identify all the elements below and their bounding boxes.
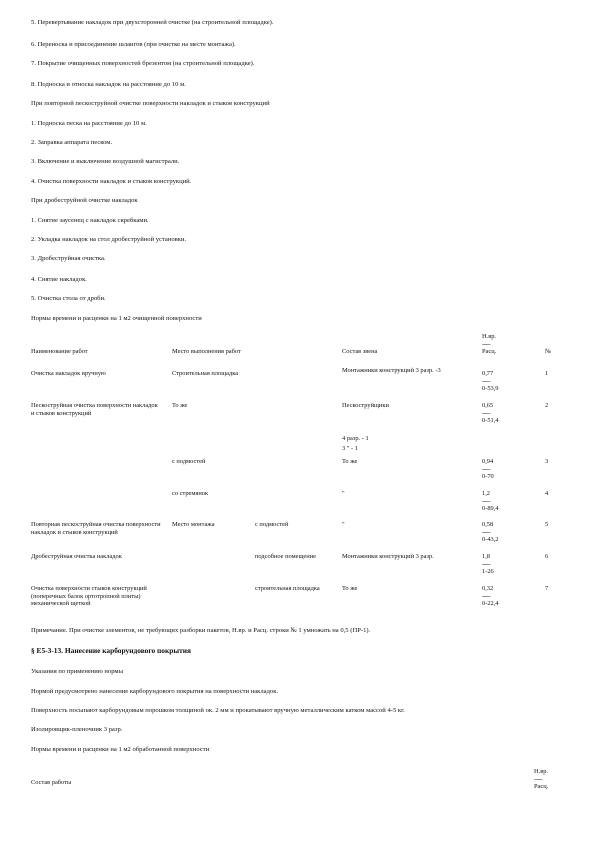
- table-header-place: Место выполнения работ: [172, 348, 241, 355]
- cell-crew: То же: [342, 585, 358, 592]
- fraction-line: -----: [482, 465, 491, 473]
- cell-subplace: строительная площадка: [255, 585, 320, 592]
- rate-label: Расц.: [534, 783, 549, 791]
- norm-value: 1,8: [482, 553, 490, 560]
- paragraph: Указания по применению нормы: [31, 668, 124, 675]
- cell-norm: [482, 402, 499, 425]
- norm-value: 0,32: [482, 585, 494, 592]
- cell-subplace: с подмостей: [255, 521, 289, 528]
- paragraph: 3. Дробеструйная очистка.: [31, 255, 106, 262]
- cell-crew: ": [342, 490, 345, 497]
- cell-norm: [482, 458, 494, 481]
- cell-work: Очистка накладок вручную: [31, 370, 106, 377]
- paragraph: 2. Укладка накладок на стол дробеструйной установки.: [31, 236, 187, 243]
- cell-subplace: подсобное помещение: [255, 553, 316, 560]
- cell-number: 6: [545, 553, 549, 560]
- fraction-line: -----: [482, 560, 491, 568]
- cell-place: с подмостей: [172, 458, 206, 465]
- cell-number: 3: [545, 458, 549, 465]
- rate-value: 0-43,2: [482, 536, 499, 544]
- crew-line: 3 " - 1: [342, 445, 358, 452]
- cell-work: Пескоструйная очистка поверхности накладок и стыков конструкций: [31, 402, 158, 417]
- cell-number: 5: [545, 521, 549, 528]
- cell-crew: Монтажники конструкций 3 разр.: [342, 553, 434, 560]
- norm-label: Н.вр.: [534, 768, 549, 775]
- table-header-number: №: [545, 348, 552, 355]
- rate-value: 0-53,9: [482, 385, 499, 393]
- table-header-norm: [482, 333, 496, 356]
- fraction-line: -----: [482, 528, 491, 536]
- table-header-crew: Состав звена: [342, 348, 378, 355]
- paragraph: 4. Снятие накладок.: [31, 276, 87, 283]
- norm-value: 0,65: [482, 402, 494, 409]
- paragraph: 1. Подноска песка на расстояние до 10 м.: [31, 120, 147, 127]
- cell-work: Очистка поверхности стыков конструкций (поперечных балок ортотропной плиты) механической щеткой: [31, 585, 147, 608]
- fraction-line: -----: [482, 592, 491, 600]
- table-header-norm: [534, 768, 548, 791]
- cell-work: Повторная пескоструйная очистка поверхности накладок и стыков конструкций: [31, 521, 161, 536]
- cell-crew: Пескоструйщики: [342, 402, 389, 409]
- cell-number: 2: [545, 402, 549, 409]
- rate-value: 0-22,4: [482, 600, 499, 608]
- fraction-line: -----: [482, 340, 491, 348]
- cell-crew: То же: [342, 458, 358, 465]
- cell-crew: Монтажники конструкций 3 разр. -3: [342, 367, 441, 374]
- cell-norm: [482, 490, 499, 513]
- cell-work: Дробеструйная очистка накладок: [31, 553, 122, 560]
- paragraph: 7. Покрытие очищенных поверхностей брезентом (на строительной площадке).: [31, 60, 255, 67]
- paragraph: 5. Очистка стола от дроби.: [31, 295, 106, 302]
- norm-value: 0,77: [482, 370, 494, 377]
- table-header-crew: Состав работы: [31, 779, 72, 786]
- paragraph: 6. Переноска и присоединение шлангов (при очистке на месте монтажа).: [31, 41, 236, 48]
- table-note: Примечание. При очистке элементов, не требующих разборки пакетов, Н.вр. и Расц. строки № 1 умножать на 0,5 (ПР-1).: [31, 627, 371, 634]
- table-caption: Нормы времени и расценки на 1 м2 очищенной поверхности: [31, 315, 202, 322]
- paragraph: 4. Очистка поверхности накладок и стыков конструкций.: [31, 178, 192, 185]
- norm-label: Н.вр.: [482, 333, 497, 340]
- norm-value: 1,2: [482, 490, 490, 497]
- fraction-line: -----: [482, 377, 491, 385]
- cell-norm: [482, 585, 499, 608]
- cell-place: Место монтажа: [172, 521, 215, 528]
- cell-place: Строительная площадка: [172, 370, 239, 377]
- rate-value: 0-51,4: [482, 417, 499, 425]
- section-title: § Е5-3-13. Нанесение карборундового покрытия: [31, 646, 192, 655]
- fraction-line: -----: [482, 497, 491, 505]
- rate-value: 0-70: [482, 473, 494, 481]
- cell-place: То же: [172, 402, 188, 409]
- paragraph: 2. Заправка аппарата песком.: [31, 139, 113, 146]
- cell-norm: [482, 521, 499, 544]
- paragraph: 5. Перевертывание накладок при двухсторонней очистке (на строительной площадке).: [31, 19, 274, 26]
- paragraph: Изолировщик-пленочник 3 разр.: [31, 726, 123, 733]
- crew-line: 4 разр. - 1: [342, 435, 369, 442]
- norm-value: 0,94: [482, 458, 494, 465]
- table-header-work: Наименование работ: [31, 348, 88, 355]
- paragraph: При дробеструйной очистке накладок: [31, 197, 138, 204]
- rate-value: 0-89,4: [482, 505, 499, 513]
- paragraph: 8. Подноска и относка накладок на расстояние до 10 м.: [31, 81, 186, 88]
- cell-place: со стремянок: [172, 490, 209, 497]
- paragraph: 1. Снятие заусенец с накладок скребками.: [31, 217, 149, 224]
- norm-value: 0,58: [482, 521, 494, 528]
- cell-number: 1: [545, 370, 549, 377]
- rate-label: Расц.: [482, 348, 497, 356]
- paragraph: Поверхность посыпают карборундовым порошком толщиной ок. 2 мм и прокатывают вручную металлическим катком массой 4-5 кг.: [31, 707, 405, 714]
- cell-norm: [482, 370, 499, 393]
- paragraph: Нормой предусмотрено нанесение карборундового покрытия на поверхности накладок.: [31, 688, 279, 695]
- cell-number: 4: [545, 490, 549, 497]
- cell-norm: [482, 553, 494, 576]
- paragraph: При повторной пескоструйной очистке поверхности накладок и стыков конструкций: [31, 100, 270, 107]
- fraction-line: -----: [534, 775, 543, 783]
- paragraph: 3. Включение и выключение воздушной магистрали.: [31, 158, 180, 165]
- cell-number: 7: [545, 585, 549, 592]
- fraction-line: -----: [482, 409, 491, 417]
- rate-value: 1-26: [482, 568, 494, 576]
- table-caption: Нормы времени и расценки на 1 м2 обработанной поверхности: [31, 746, 210, 753]
- cell-crew: ": [342, 521, 345, 528]
